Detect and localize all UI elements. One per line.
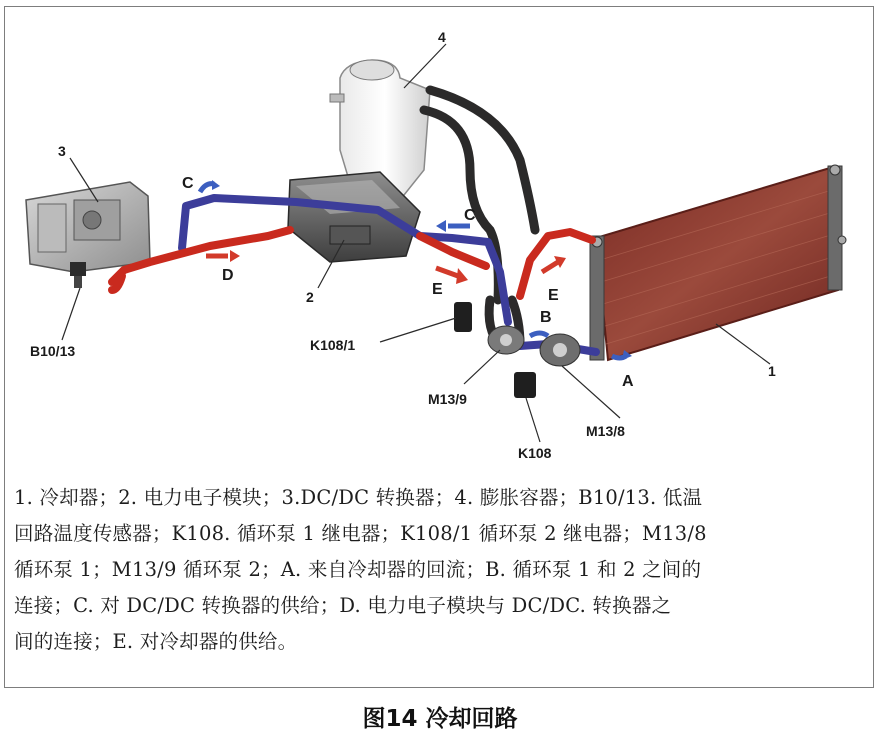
pump-m13-8 (540, 334, 580, 366)
flow-label-e-left: E (432, 281, 443, 298)
flow-label-b: B (540, 309, 552, 326)
label-k108-1: K108/1 (310, 337, 356, 353)
relay-k108 (514, 372, 536, 398)
label-2: 2 (306, 289, 314, 305)
figure-title: 图14 冷却回路 (362, 706, 518, 732)
flow-label-c-right: C (464, 207, 476, 224)
caption-line: 连接；C. 对 DC/DC 转换器的供给；D. 电力电子模块与 DC/DC. 转换器之 (14, 594, 672, 617)
label-3: 3 (58, 143, 66, 159)
relay-k108-1 (454, 302, 472, 332)
radiator (590, 165, 846, 360)
label-4: 4 (438, 29, 446, 45)
flow-label-c-left: C (182, 175, 194, 192)
label-1: 1 (768, 363, 776, 379)
label-m13-8: M13/8 (586, 423, 625, 439)
pump-m13-9 (488, 326, 524, 354)
dcdc-converter (26, 182, 150, 276)
caption-line: 回路温度传感器；K108. 循环泵 1 继电器；K108/1 循环泵 2 继电器；M13/8 (14, 522, 707, 545)
flow-label-a: A (622, 373, 634, 390)
flow-label-e-right: E (548, 287, 559, 304)
caption-line: 循环泵 1；M13/9 循环泵 2；A. 来自冷却器的回流；B. 循环泵 1 和 2 之间的 (14, 558, 702, 581)
sensor-b10-13 (74, 276, 82, 288)
caption-line: 1. 冷却器；2. 电力电子模块；3.DC/DC 转换器；4. 膨胀容器；B10/13. 低温 (14, 486, 703, 509)
hoses (424, 90, 535, 345)
label-b10-13: B10/13 (30, 343, 76, 359)
label-m13-9: M13/9 (428, 391, 467, 407)
figure-caption (14, 480, 864, 660)
caption-line: 间的连接；E. 对冷却器的供给。 (14, 630, 298, 653)
flow-label-d: D (222, 267, 234, 284)
label-k108: K108 (518, 445, 552, 461)
